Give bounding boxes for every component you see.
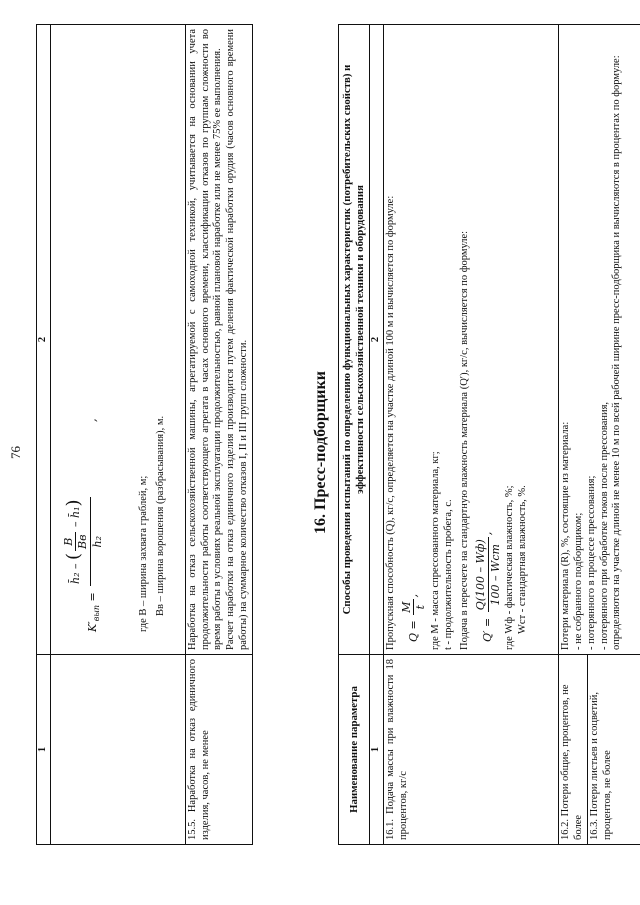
page-number: 76 bbox=[8, 446, 23, 459]
where-bv-text: Bв – ширина ворошения (разбрасывания), м. bbox=[154, 415, 166, 616]
header-method: Способы проведения испытаний по определению функциональных характеристик (потребительских свойств) и эффективности сельскохозяйственной техники и оборудования bbox=[339, 25, 370, 655]
formula-numerator: h̄₂ – ( B Bв – h̄₁) bbox=[61, 499, 90, 584]
method-15-5-para-1: Наработка на отказ сельскохозяйственной машины, агрегатируемой с самоходной техникой, учитывается на основании учета продолжительности работы соответствующего агрегата в часах основного времени, классификации отказов по группам сложности во время работы в условиях реальной эксплуатации продолжительностью, равной плановой наработке или не менее 75% ее выполнения. bbox=[186, 29, 224, 650]
param-16-2: 16.2. Потери общие, процентов, не более bbox=[559, 655, 588, 844]
column-number-2: 2 bbox=[37, 25, 51, 655]
formula-denominator: h̄₂ bbox=[90, 535, 104, 548]
formula-k-vyp: $K'_{вып}$ = h̄₂ – ( B Bв – h̄₁) h̄₂ , bbox=[61, 418, 104, 632]
method-16-1-line-2: Подача в пересчете на стандартную влажность материала (Q′), кг/с, вычисляется по формуле: bbox=[459, 230, 471, 650]
column-number-1: 1 bbox=[37, 655, 51, 845]
method-16-1-where-4: Wст - стандартная влажность, %. bbox=[516, 485, 528, 634]
column-number-2: 2 bbox=[370, 25, 384, 655]
method-16-2-line-3: - потерянного в процессе прессования; bbox=[585, 475, 597, 650]
formula-lhs: $K'_{вып}$ = bbox=[85, 592, 101, 632]
empty-param-cell bbox=[50, 655, 185, 845]
method-16-1-where-3: где Wф - фактическая влажность, %; bbox=[503, 485, 515, 650]
table-section-15 bbox=[36, 24, 253, 845]
param-16-1: 16.1. Подача массы при влажности 18 процентов, кг/с bbox=[384, 655, 559, 845]
formula-cell bbox=[50, 25, 185, 655]
param-15-5: 15.5. Наработка на отказ единичного изделия, часов, не менее bbox=[185, 655, 252, 845]
header-param-name: Наименование параметра bbox=[339, 655, 370, 845]
method-16-1-where-1: где M - масса спрессованного материала, кг; bbox=[429, 451, 441, 650]
where-b-text: где B – ширина захвата граблей, м; bbox=[137, 475, 149, 632]
column-number-1: 1 bbox=[370, 655, 384, 845]
method-16-2-line-2: - не собранного подборщиком; bbox=[572, 512, 584, 650]
formula-q-prime: Q′ = Q(100 – Wф) 100 – Wст , bbox=[474, 531, 502, 642]
formula-fraction bbox=[62, 497, 104, 586]
method-16-1-where-2: t - продолжительность пробега, с. bbox=[442, 499, 454, 650]
method-16-2-line-4: - потерянного при обработке тюков после прессования, bbox=[598, 401, 610, 650]
method-15-5 bbox=[185, 25, 252, 655]
method-16-2-line-1: Потери материала (R), %, состоящие из материала: bbox=[560, 421, 572, 650]
method-16-2-line-5: определяются на участке длиной не менее 10 м по всей рабочей ширине пресс-подборщика и вычисляются в процентах по формуле: bbox=[611, 55, 623, 650]
formula-q: Q = M t , bbox=[399, 594, 428, 642]
param-16-2-16-3 bbox=[559, 655, 640, 845]
method-15-5-para-2: Расчет наработки на отказ единичного изделия производится путем деления фактической наработки орудия (часов основного времени работы) на суммарное количество отказов I, II и III групп сложности. bbox=[225, 29, 249, 650]
method-16-1 bbox=[384, 25, 559, 655]
section-title: 16. Пресс-подборщики bbox=[312, 371, 329, 534]
table-section-16 bbox=[338, 24, 640, 845]
param-16-3: 16.3. Потери листьев и соцветий, процентов, не более bbox=[588, 692, 613, 840]
method-16-2 bbox=[559, 25, 640, 655]
method-16-1-line-1: Пропускная способность (Q), кг/с, определяется на участке длиной 100 м и вычисляется по формуле: bbox=[385, 195, 397, 650]
